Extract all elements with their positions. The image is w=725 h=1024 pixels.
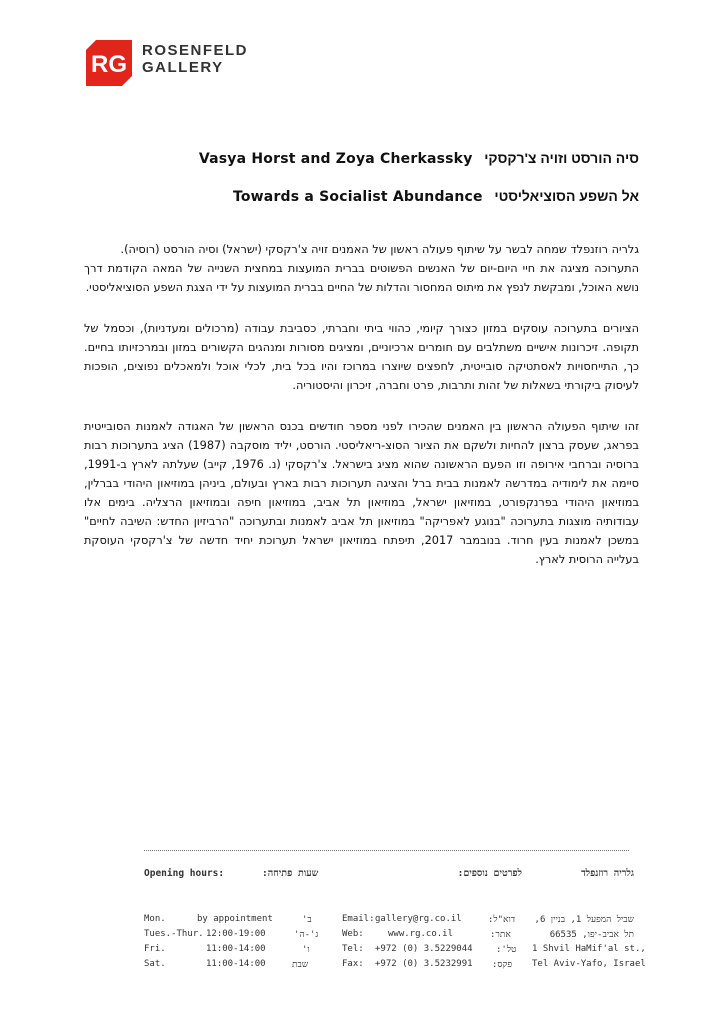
gallery-name-he: גלריה רוזנפלד: [581, 868, 634, 879]
opening-hours-block: [144, 868, 319, 970]
phone-number[interactable]: +972 (0) 3.5229044: [375, 944, 473, 954]
contact-label-en: Web:: [342, 929, 364, 939]
address-line: Tel Aviv-Yafo, Israel: [532, 959, 646, 969]
contact-block: [342, 868, 522, 970]
website-link[interactable]: www.rg.co.il: [388, 929, 454, 939]
hours-day-he: ג'-ה': [294, 930, 319, 940]
hours-row: [144, 944, 310, 955]
hours-day-en: Sat.: [144, 959, 166, 969]
hours-time: 11:00-14:00: [206, 944, 266, 954]
address-line: שביל המפעל 1, בניין 6,: [534, 915, 634, 925]
hours-day-en: Mon.: [144, 914, 166, 924]
contact-label-he: טל':: [496, 945, 517, 955]
contact-row: [342, 959, 513, 970]
rg-logo-icon: [86, 40, 132, 86]
logo-name-line1: ROSENFELD: [142, 42, 249, 59]
hours-time: by appointment: [197, 914, 273, 924]
hours-time: 12:00-19:00: [206, 929, 266, 939]
contact-label-en: Email:: [342, 914, 375, 924]
contact-label-he: אתר:: [490, 930, 511, 940]
logo-letters: RG: [91, 51, 127, 78]
hours-row: [144, 929, 319, 940]
press-release-body: [84, 240, 639, 591]
logo-wordmark: [142, 42, 248, 76]
hours-row: [144, 914, 312, 925]
paragraph-intro: גלריה רוזנפלד שמחה לבשר על שיתוף פעולה ראשון של האמנים זויה צ'רקסקי (ישראל) וסיה הורסט (רוסיה). התערוכה מציגה את חיי היום-יום של האנשים הפשוטים בברית המועצות במחצית השנייה של המאה הקודמת דרך נושא האוכל, ומבקשת לנפץ את מיתוס המחסור והדלות של החיים בברית המועצות על ידי הצגת השפע הסוציאליסטי.: [84, 243, 639, 294]
hours-row: [144, 959, 309, 970]
contact-row: [342, 914, 516, 925]
contact-title: לפרטים נוספים:: [457, 868, 522, 879]
contact-row: [342, 944, 517, 955]
email-link[interactable]: gallery@rg.co.il: [375, 914, 462, 924]
contact-label-he: פקס:: [492, 960, 513, 970]
footer: [144, 868, 646, 978]
contact-row: [342, 929, 511, 940]
exhibition-title-he: אל השפע הסוציאליסטי: [494, 188, 639, 204]
hours-day-he: ו': [302, 945, 310, 955]
address-line: 1 Shvil HaMif'al st.,: [532, 944, 646, 954]
opening-hours-title-he: שעות פתיחה:: [262, 868, 319, 879]
paragraph-paintings: הציורים בתערוכה עוסקים במזון כצורך קיומי, כהווי ביתי וחברתי, כסביבת עבודה (מרכולים ומעדניות), וכסמל של תקופה. זיכרונות אישיים משתלבים עם חומרים ארכיוניים, ומציגים מסורות ומנהגים הקשורים במזון ובמרכזיותו בחיים. כך, התייחסויות לאסתטיקה סובייטית, לחפצים שיוצרו במרוכז והיו בכל בית, לכלי אוכל ולמאכלים נפוצים, הופכות לעיסוק ביקורתי בשאלות של זהות ותרבות, פרט וחברה, זיכרון והיסטוריה.: [84, 322, 639, 392]
exhibition-title-en: Towards a Socialist Abundance: [232, 189, 483, 205]
gallery-logo[interactable]: [86, 40, 248, 86]
paragraph-artists: זהו שיתוף הפעולה הראשון בין האמנים שהכירו לפני מספר חודשים בכנס הראשון של האגודה לאמנות הסובייטית בפראג, שעסק ברצון להחיות ולשקם את הציור הסוצ-ריאליסטי. הורסט, יליד מוסקבה (1987) הציג בתערוכות רבות ברוסיה וברחבי אירופה וזו הפעם הראשונה שהוא מציג בישראל. צ'רקסקי (נ. 1976, קייב) שעלתה לארץ ב-1991, סיימה את לימודיה במדרשה לאמנות בבית ברל והציגה תערוכות רבות בארץ ובעולם, ביניהן במוזיאון היהודי בברלין, במוזיאון היהודי בפרנקפורט, במוזיאון ישראל, במוזיאון תל אביב, במוזיאון חיפה ובמוזיאון הרצליה. בימים אלו עבודותיה מוצגות בתערוכה "בנוגע לאפריקה" במוזיאון תל אביב לאמנות ובתערוכה "הרביזיון החדש: השיבה לחיים" במשכן לאמנות בעין חרוד. בנובמבר 2017, תיפתח במוזיאון ישראל תערוכת יחיד חדשה של צ'רקסקי העוסקת בעלייה הרוסית לארץ.: [84, 420, 640, 566]
address-block: [532, 868, 646, 969]
contact-label-en: Fax:: [342, 959, 364, 969]
logo-name-line2: GALLERY: [142, 59, 224, 76]
address-line: תל אביב-יפו, 66535: [549, 930, 634, 940]
fax-number: +972 (0) 3.5232991: [375, 959, 473, 969]
opening-hours-title: [144, 868, 319, 879]
artists-heading: [60, 150, 639, 167]
contact-label-en: Tel:: [342, 944, 364, 954]
artists-heading-en: Vasya Horst and Zoya Cherkassky: [198, 151, 473, 167]
footer-divider: [144, 850, 629, 851]
opening-hours-title-en: Opening hours:: [144, 868, 225, 879]
hours-day-he: שבת: [292, 960, 309, 970]
exhibition-title: [60, 188, 639, 205]
hours-day-en: Fri.: [144, 944, 166, 954]
artists-heading-he: סיה הורסט וזויה צ'רקסקי: [484, 150, 639, 166]
contact-label-he: דוא"ל:: [488, 915, 516, 925]
hours-day-he: ב': [302, 915, 312, 925]
hours-day-en: Tues.-Thur.: [144, 929, 204, 939]
hours-time: 11:00-14:00: [206, 959, 266, 969]
